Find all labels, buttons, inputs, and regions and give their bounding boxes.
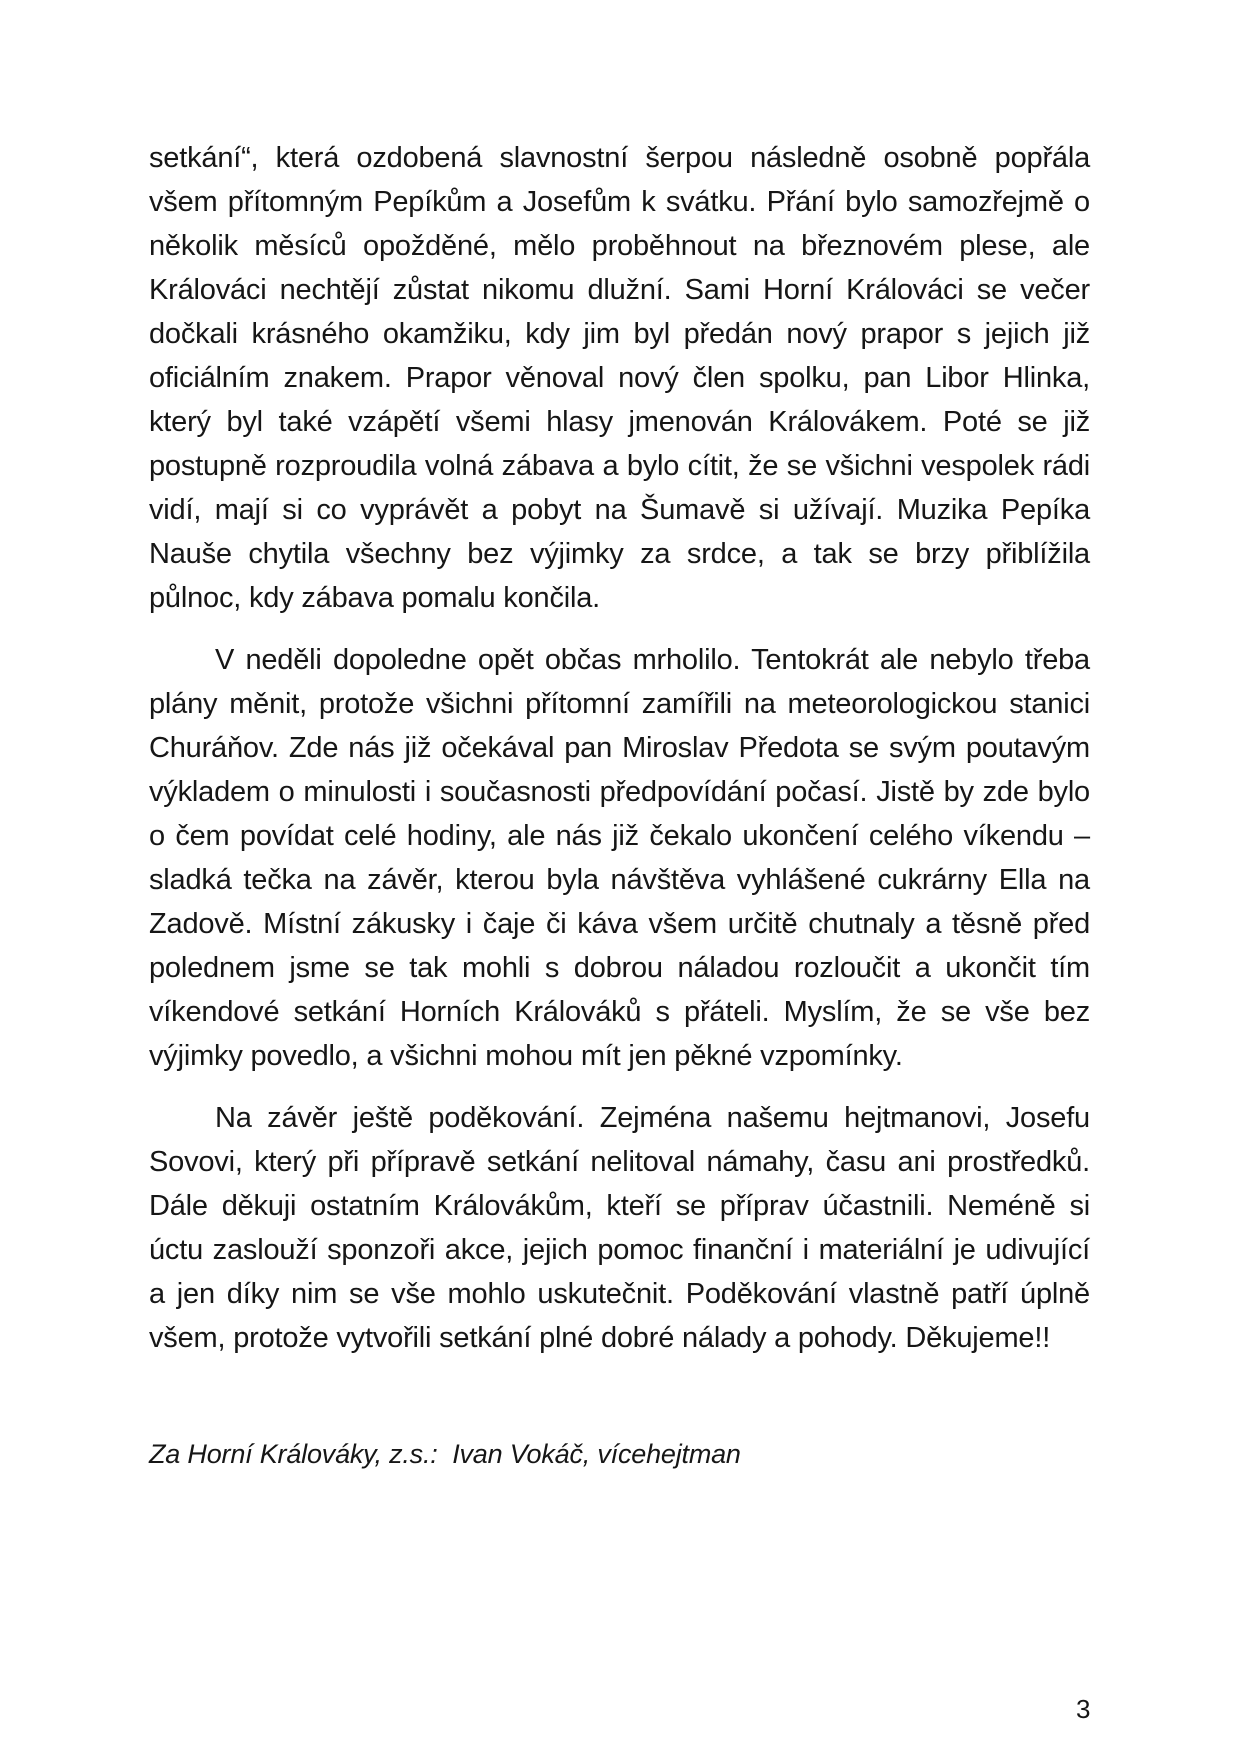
page-number: 3 (1076, 1694, 1091, 1724)
paragraph-1: setkání“, která ozdobená slavnostní šerpou následně osobně popřála všem přítomným Pepíkům a Josefům k svátku. Přání bylo samozřejmě o několik měsíců opožděné, mělo proběhnout na březnovém plese, ale Králováci nechtějí zůstat nikomu dlužní. Sami Horní Králováci se večer dočkali krásného okamžiku, kdy jim byl předán nový prapor s jejich již oficiálním znakem. Prapor věnoval nový člen spolku, pan Libor Hlinka, který byl také vzápětí všemi hlasy jmenován Královákem. Poté se již postupně rozproudila volná zábava a bylo cítit, že se všichni vespolek rádi vidí, mají si co vyprávět a pobyt na Šumavě si užívají. Muzika Pepíka Nauše chytila všechny bez výjimky za srdce, a tak se brzy přiblížila půlnoc, kdy zábava pomalu končila. (149, 142, 1090, 614)
paragraph-2: V neděli dopoledne opět občas mrholilo. Tentokrát ale nebylo třeba plány měnit, protože všichni přítomní zamířili na meteorologickou stanici Churáňov. Zde nás již očekával pan Miroslav Předota se svým poutavým výkladem o minulosti i současnosti předpovídání počasí. Jistě by zde bylo o čem povídat celé hodiny, ale nás již čekalo ukončení celého víkendu – sladká tečka na závěr, kterou byla návštěva vyhlášené cukrárny Ella na Zadově. Místní zákusky i čaje či káva všem určitě chutnaly a těsně před polednem jsme se tak mohli s dobrou náladou rozloučit a ukončit tím víkendové setkání Horních Králováků s přáteli. Myslím, že se vše bez výjimky povedlo, a všichni mohou mít jen pěkné vzpomínky. (149, 644, 1090, 1072)
document-body (149, 136, 1090, 1501)
paragraph-3: Na závěr ještě poděkování. Zejména našemu hejtmanovi, Josefu Sovovi, který při přípravě setkání nelitoval námahy, času ani prostředků. Dále děkuji ostatním Královákům, kteří se příprav účastnili. Neméně si úctu zaslouží sponzoři akce, jejich pomoc finanční i materiální je udivující a jen díky nim se vše mohlo uskutečnit. Poděkování vlastně patří úplně všem, protože vytvořili setkání plné dobré nálady a pohody. Děkujeme!! (149, 1102, 1090, 1354)
signature-line: Za Horní Králováky, z.s.: Ivan Vokáč, vícehejtman (149, 1439, 741, 1469)
